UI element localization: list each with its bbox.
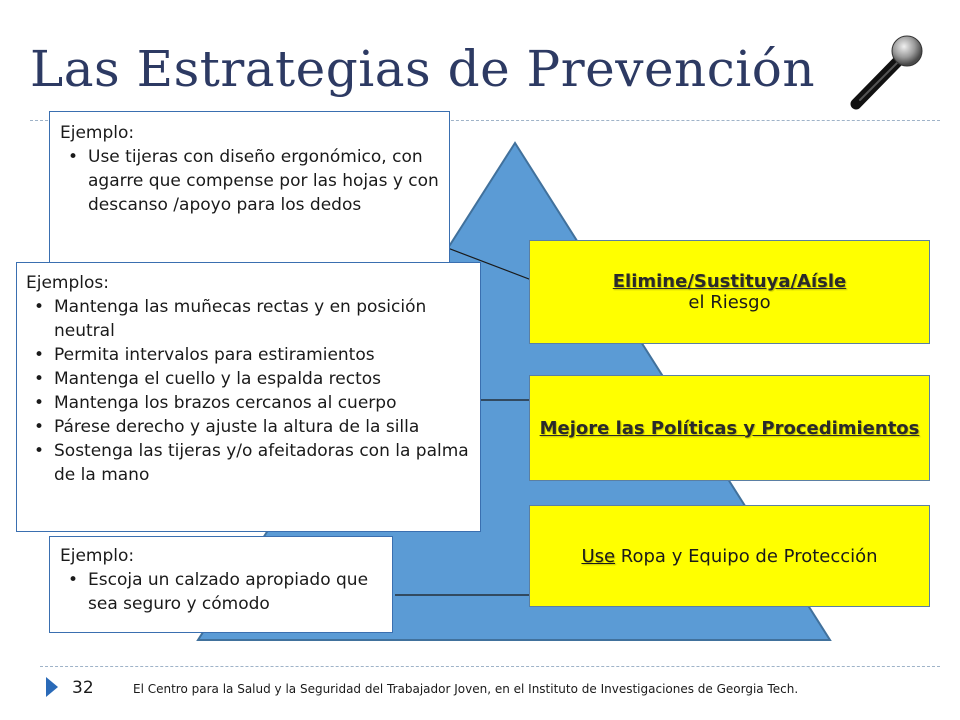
- strategy-ppe-box: [529, 505, 930, 607]
- list-item: • Mantenga el cuello y la espalda rectos: [26, 367, 472, 391]
- example-box-bottom: [49, 536, 393, 633]
- strategy-ppe-underlined: Use: [581, 545, 616, 567]
- example-bottom-heading: Ejemplo:: [60, 546, 135, 566]
- list-item: • Mantenga los brazos cercanos al cuerpo: [26, 391, 472, 415]
- strategy-eliminate-label: Elimine/Sustituya/Aísle: [612, 271, 847, 292]
- microphone-icon: [856, 36, 922, 104]
- list-item: • Sostenga las tijeras y/o afeitadoras con la palma de la mano: [26, 439, 472, 487]
- strategy-ppe-text: [581, 546, 877, 567]
- strategy-improve-box: [529, 375, 930, 481]
- list-item: • Permita intervalos para estiramientos: [26, 343, 472, 367]
- list-item: • Párese derecho y ajuste la altura de la silla: [26, 415, 472, 439]
- list-item: • Escoja un calzado apropiado que sea seguro y cómodo: [60, 568, 384, 616]
- page-title: Las Estrategias de Prevención: [30, 40, 816, 98]
- page-number: 32: [72, 678, 94, 698]
- strategy-ppe-rest: Ropa y Equipo de Protección: [615, 545, 878, 567]
- example-box-middle: [16, 262, 481, 532]
- strategy-eliminate-box: [529, 240, 930, 344]
- strategy-improve-label: Mejore las Políticas y Procedimientos: [539, 417, 920, 439]
- triangle-bullet-icon: [46, 677, 58, 697]
- footer-credit: El Centro para la Salud y la Seguridad del Trabajador Joven, en el Instituto de Investigaciones de Georgia Tech.: [133, 682, 799, 696]
- list-item: • Mantenga las muñecas rectas y en posición neutral: [26, 295, 472, 343]
- example-top-heading: Ejemplo:: [60, 123, 135, 143]
- example-box-top: [49, 111, 450, 267]
- strategy-eliminate-sub: el Riesgo: [688, 292, 771, 313]
- example-middle-heading: Ejemplos:: [26, 273, 109, 293]
- list-item: • Use tijeras con diseño ergonómico, con agarre que compense por las hojas y con descanso /apoyo para los dedos: [60, 145, 441, 217]
